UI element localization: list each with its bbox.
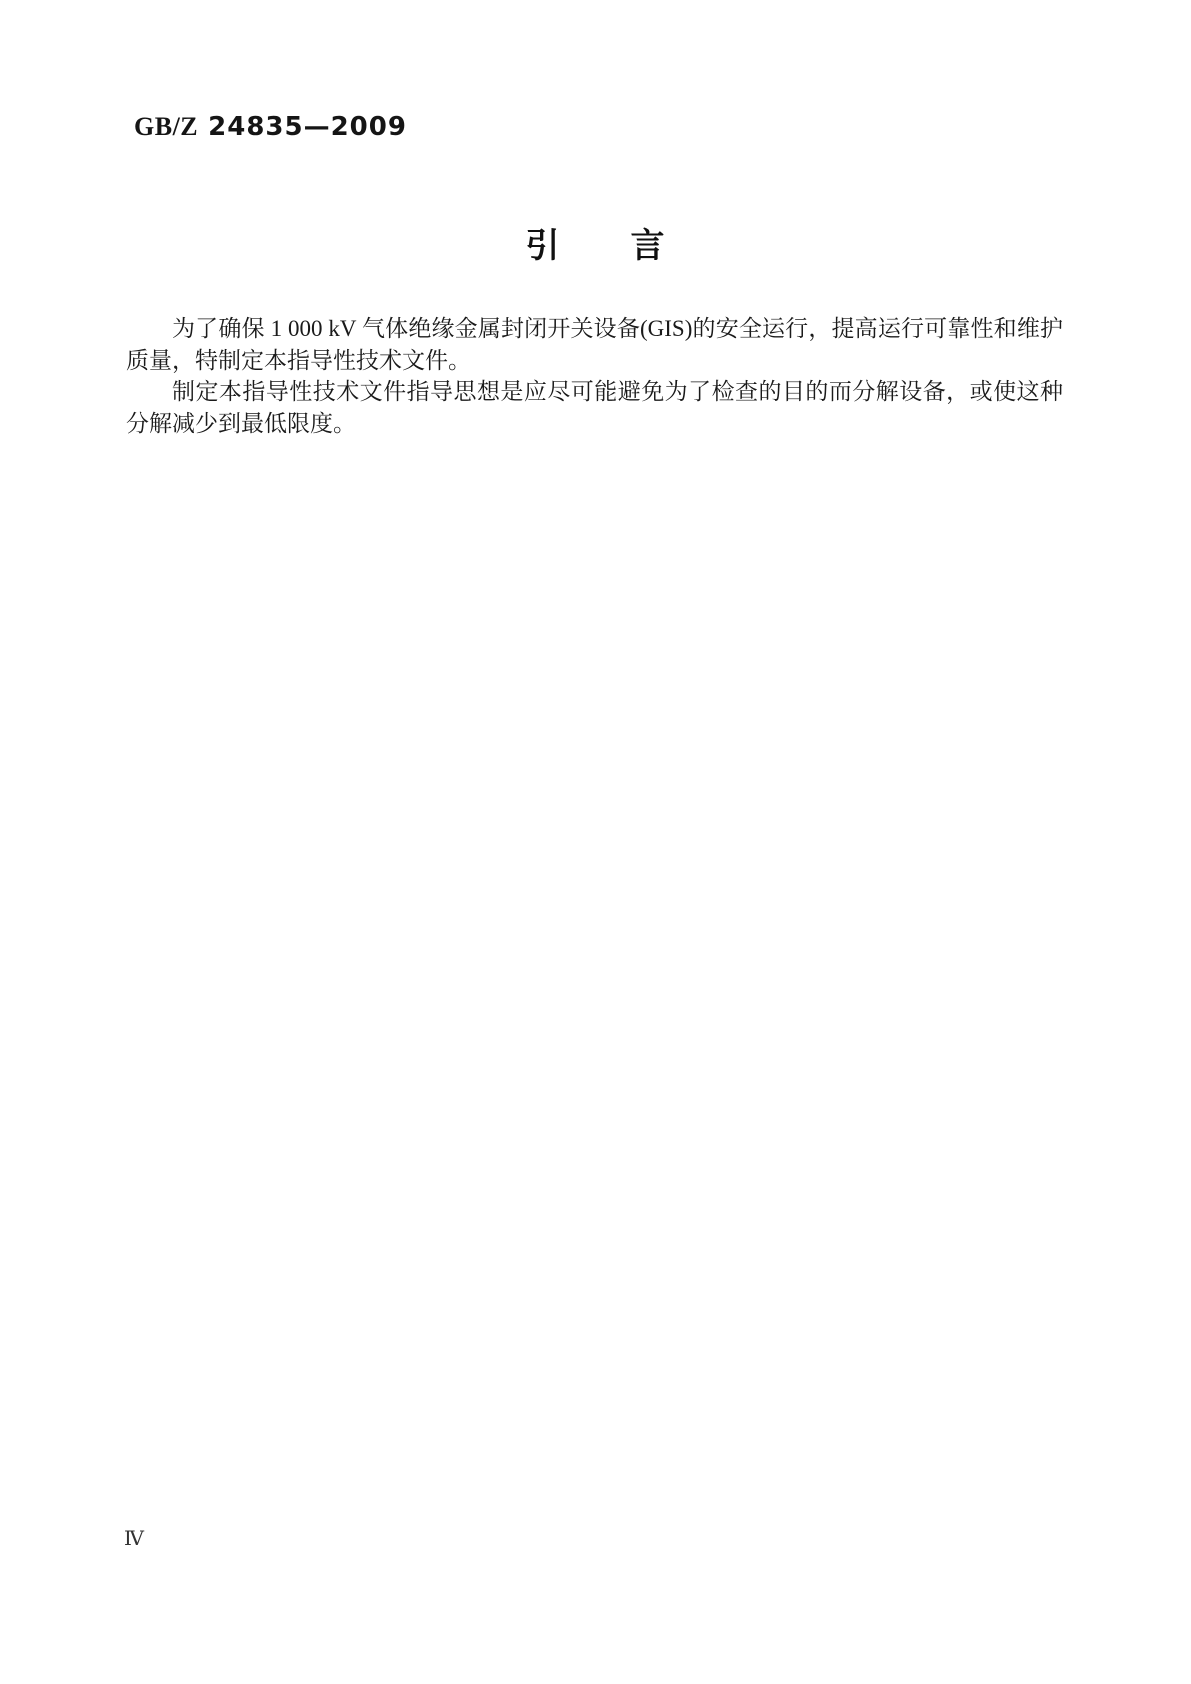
page-number: Ⅳ [124, 1526, 144, 1550]
standard-number-header [134, 112, 407, 142]
paragraph-2: 制定本指导性技术文件指导思想是应尽可能避免为了检查的目的而分解设备，或使这种分解减少到最低限度。 [126, 379, 1063, 436]
standard-code: GB/Z [134, 112, 199, 141]
standard-number: 24835—2009 [208, 112, 407, 142]
document-body [126, 313, 1063, 439]
page-title: 引 言 [525, 227, 666, 265]
paragraph-1: 为了确保 1 000 kV 气体绝缘金属封闭开关设备(GIS)的安全运行，提高运行可靠性和维护质量，特制定本指导性技术文件。 [126, 316, 1063, 373]
